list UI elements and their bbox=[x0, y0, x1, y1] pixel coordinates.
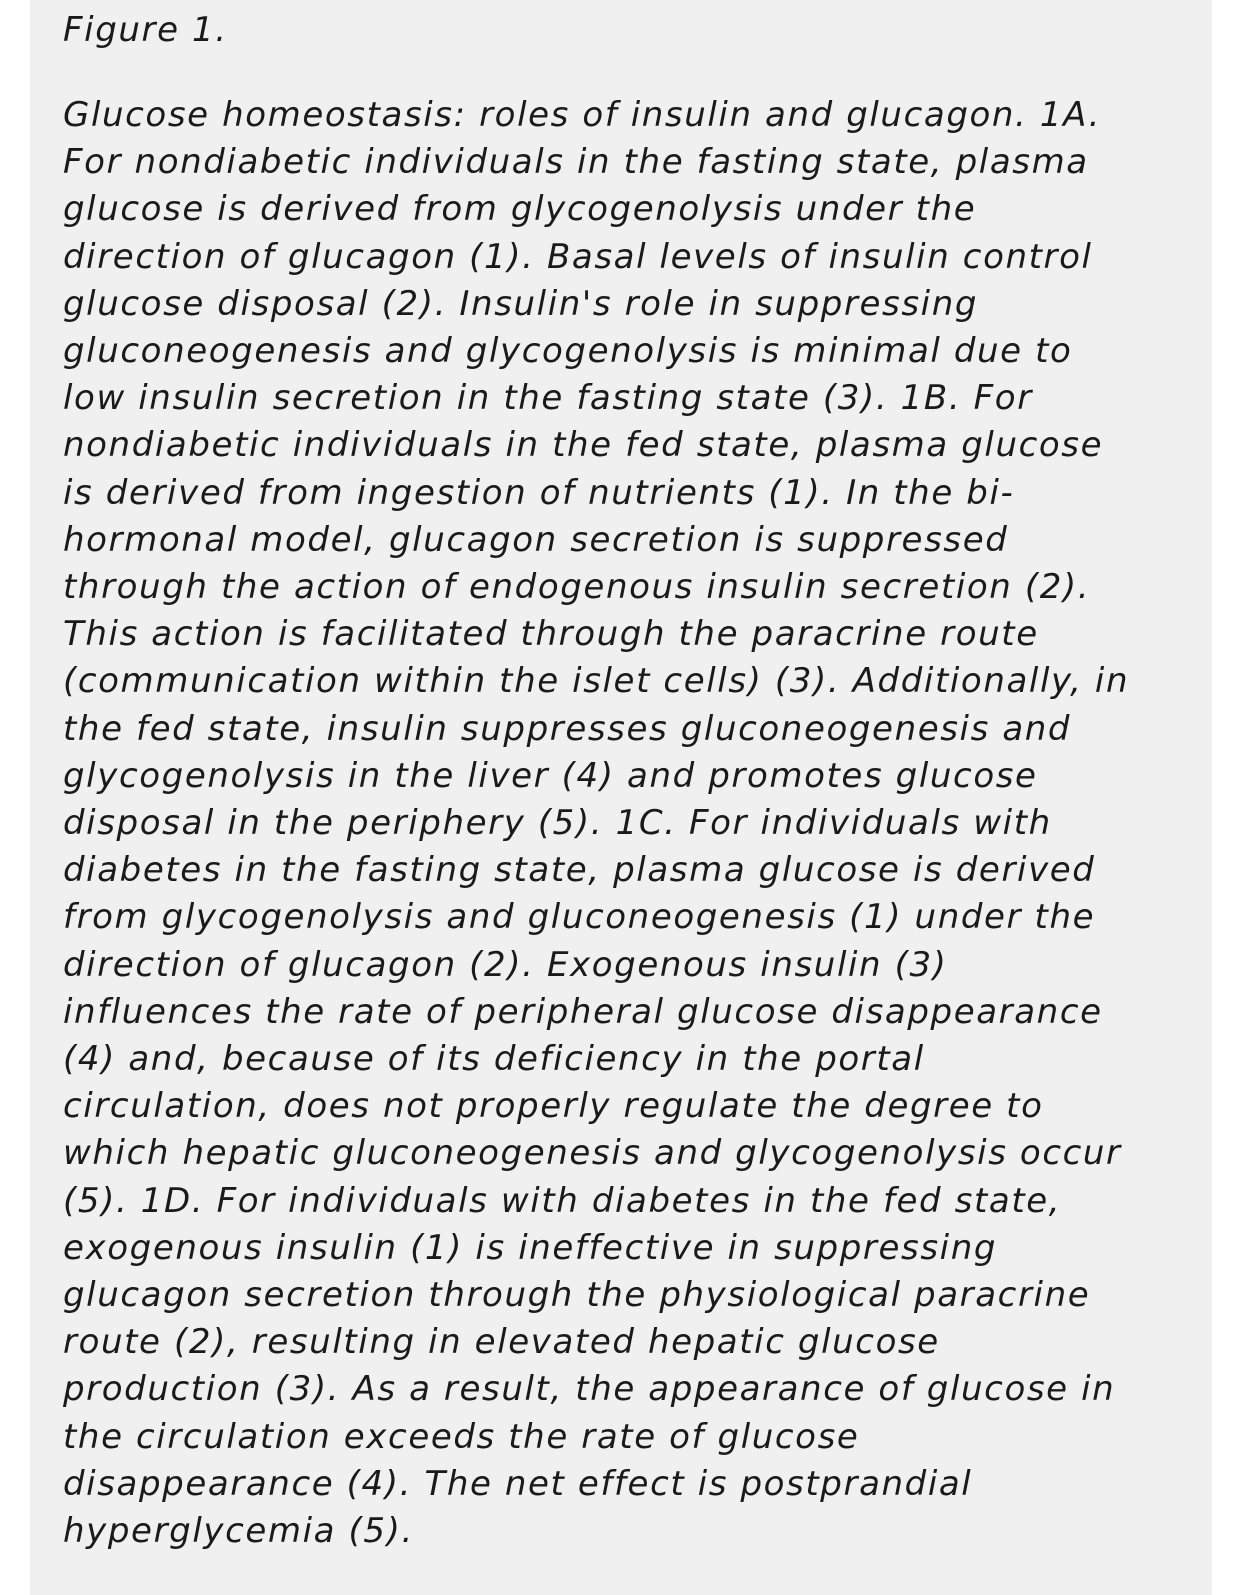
caption-line: production (3). As a result, the appearance of glucose in bbox=[63, 1369, 1116, 1410]
caption-line: from glycogenolysis and gluconeogenesis (1) under the bbox=[63, 897, 1096, 938]
caption-line: exogenous insulin (1) is ineffective in suppressing bbox=[63, 1227, 998, 1268]
caption-line: (4) and, because of its deficiency in the portal bbox=[63, 1039, 925, 1080]
caption-line: gluconeogenesis and glycogenolysis is minimal due to bbox=[63, 331, 1073, 372]
caption-line: influences the rate of peripheral glucose disappearance bbox=[63, 991, 1103, 1032]
caption-line: route (2), resulting in elevated hepatic glucose bbox=[63, 1322, 940, 1363]
caption-line: (communication within the islet cells) (3). Additionally, in bbox=[63, 661, 1130, 702]
caption-line: is derived from ingestion of nutrients (1). In the bi- bbox=[63, 472, 1015, 513]
caption-line: glycogenolysis in the liver (4) and promotes glucose bbox=[63, 755, 1038, 796]
caption-line: disposal in the periphery (5). 1C. For individuals with bbox=[63, 803, 1052, 844]
caption-line: low insulin secretion in the fasting state (3). 1B. For bbox=[63, 378, 1033, 419]
caption-line: hormonal model, glucagon secretion is suppressed bbox=[63, 519, 1009, 560]
caption-line: For nondiabetic individuals in the fasting state, plasma bbox=[63, 142, 1089, 183]
caption-line: Glucose homeostasis: roles of insulin and glucagon. 1A. bbox=[63, 95, 1101, 135]
caption-line: direction of glucagon (2). Exogenous insulin (3) bbox=[63, 944, 948, 985]
caption-line: glucagon secretion through the physiological paracrine bbox=[63, 1275, 1091, 1316]
caption-line: diabetes in the fasting state, plasma glucose is derived bbox=[63, 850, 1096, 891]
caption-line: direction of glucagon (1). Basal levels of insulin control bbox=[63, 236, 1093, 277]
caption-line: through the action of endogenous insulin secretion (2). bbox=[63, 567, 1091, 608]
caption-line: the fed state, insulin suppresses gluconeogenesis and bbox=[63, 708, 1072, 749]
caption-line: glucose disposal (2). Insulin's role in suppressing bbox=[63, 283, 979, 324]
caption-line: disappearance (4). The net effect is postprandial bbox=[63, 1463, 973, 1504]
caption-line: which hepatic gluconeogenesis and glycogenolysis occur bbox=[63, 1133, 1122, 1174]
caption-line: (5). 1D. For individuals with diabetes in the fed state, bbox=[63, 1180, 1062, 1221]
caption-line: hyperglycemia (5). bbox=[63, 1511, 414, 1552]
caption-line: glucose is derived from glycogenolysis under the bbox=[63, 189, 977, 230]
caption-body bbox=[63, 92, 1192, 1555]
caption-line: nondiabetic individuals in the fed state, plasma glucose bbox=[63, 425, 1104, 466]
caption-line: circulation, does not properly regulate the degree to bbox=[63, 1086, 1044, 1127]
figure-label: Figure 1. bbox=[63, 10, 228, 50]
caption-line: the circulation exceeds the rate of glucose bbox=[63, 1416, 860, 1457]
caption-line: This action is facilitated through the paracrine route bbox=[63, 614, 1039, 655]
figure-caption-panel bbox=[30, 0, 1212, 1595]
